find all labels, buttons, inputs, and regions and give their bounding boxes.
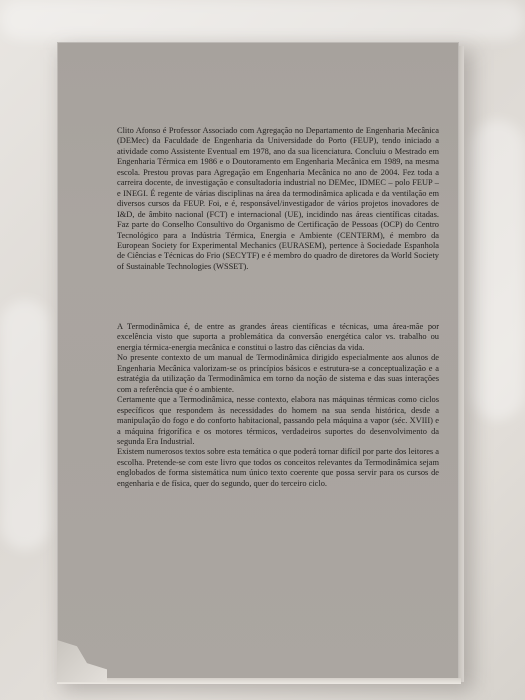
author-bio-text: Clito Afonso é Professor Associado com Agregação no Departamento de Engenharia Mecânica (DEMec) da Faculdade de Engenharia da Universidade do Porto (FEUP), tendo iniciado a atividade como Assistente Eventual em 1978, ano da sua licenciatura. Concluiu o Mestrado em Engenharia Térmica em 1986 e o Doutoramento em Engenharia Mecânica em 1989, na mesma escola. Prestou provas para Agregação em Engenharia Mecânica no ano de 2004. Fez toda a carreira docente, de investigação e consultadoria industrial no DEMec, IDMEC – polo FEUP – e INEGI. É regente de várias disciplinas na área da termodinâmica aplicada e da ventilação em diversos cursos da FEUP. Foi, e é, responsável/investigador de vários projetos inovadores de I&D, de âmbito nacional (FCT) e internacional (UE), incidindo nas áreas científicas citadas. Faz parte do Conselho Consultivo do Organismo de Certificação de Pessoas (OCP) do Centro Tecnológico para a Indústria Térmica, Energia e Ambiente (CENTERM), é membro da European Society for Experimental Mechanics (EURASEM), pertence à Sociedade Espanhola de Ciências e Técnicas do Frio (SECYTF) e é membro do quadro de diretores da World Society of Sustainable Technologies (WSSET).	[117, 126, 439, 271]
author-bio	[117, 126, 439, 272]
description-paragraph: Existem numerosos textos sobre esta temática o que poderá tornar difícil por parte dos leitores a escolha. Pretende-se com este livro que todos os conceitos relevantes da Termodinâmica sejam englobados de forma sistemática num único texto coerente que possa servir para os cursos de engenharia e de física, quer do segundo, quer do terceiro ciclo.	[117, 447, 439, 488]
bedsheet-fold	[470, 120, 525, 420]
description-paragraph: No presente contexto de um manual de Termodinâmica dirigido especialmente aos alunos de Engenharia Mecânica valorizam-se os princípios básicos e estrutura-se a conceptualização e a estratégia da utilização da Termodinâmica em torno da noção de sistema e das suas interações com a referência que é o ambiente.	[117, 353, 439, 394]
bedsheet-fold	[0, 0, 525, 40]
book-bottom-edge	[57, 678, 461, 684]
bedsheet-fold	[0, 300, 50, 550]
book-description	[117, 322, 439, 489]
description-paragraph: A Termodinâmica é, de entre as grandes áreas científicas e técnicas, uma área-mãe por excelência visto que suporta a problemática da conversão energética calor vs. trabalho ou energia térmica-energia mecânica e constitui o lastro das ciências da vida.	[117, 322, 439, 352]
description-paragraph: Certamente que a Termodinâmica, nesse contexto, elabora nas máquinas térmicas como ciclos específicos que respondem às necessidades do homem na sua senda histórica, desde a manipulação do fogo e do conforto habitacional, passando pela máquina a vapor (séc. XVIII) e a máquina frigorífica e os motores térmicos, verdadeiros suportes do desenvolvimento da segunda Era Industrial.	[117, 395, 439, 446]
